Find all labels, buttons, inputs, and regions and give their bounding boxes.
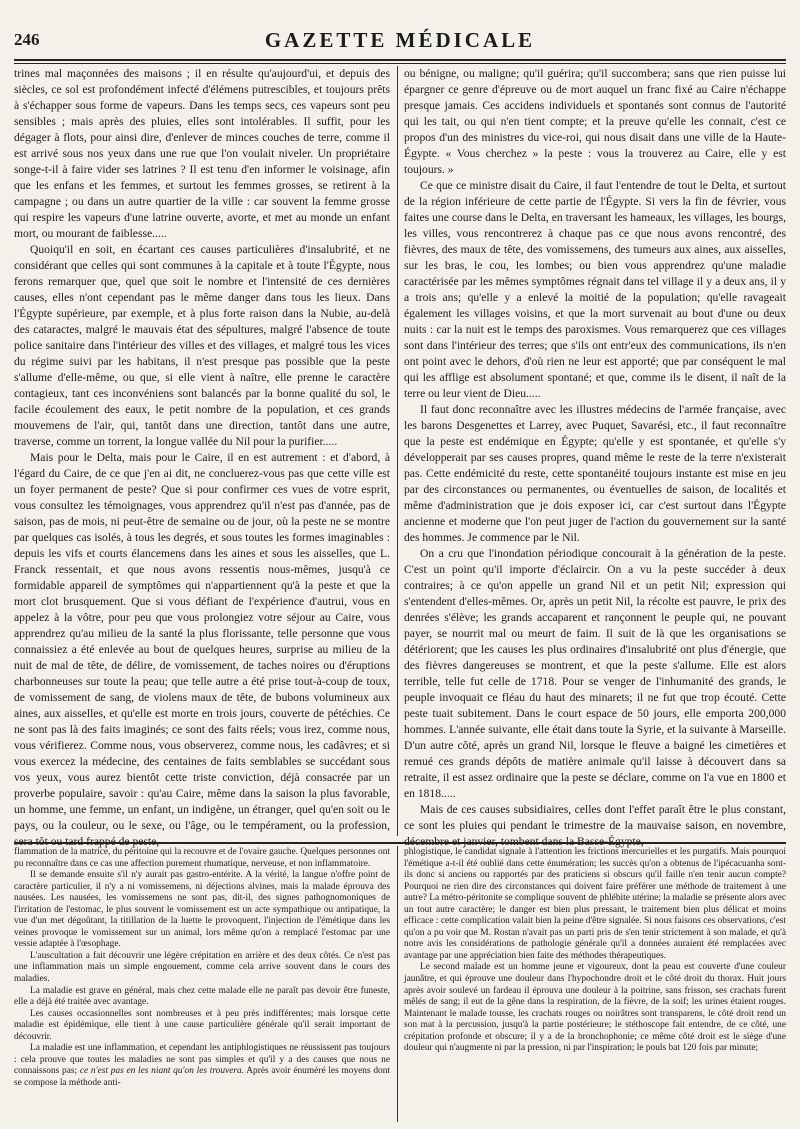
paragraph: Les causes occasionnelles sont nombreuses et à peu près indifférentes; mais lorsque cette maladie est épidémique, elle tient à une cause particulière générale qu'il serait important de découvrir. <box>14 1008 390 1042</box>
paragraph: Le second malade est un homme jeune et vigoureux, dont la peau est couverte d'une couleur jaunâtre, et qui éprouve une douleur dans l'hypochondre droit et le côté droit du thorax. Huit jours après avoir soulevé un fardeau il éprouva une douleur à la poitrine, sans frisson, ses crachats furent mêlés de sang; il eut de la gêne dans la respiration, de la fièvre, de la soif; les urines étaient rouges. Maintenant le malade tousse, les crachats rouges ou noirâtres sont transparens, le côté droit rend un son mat à la percussion, jusqu'à la partie postérieure; le stéthoscope fait entendre, de ce côté, une crépitation profonde et obscure; il y a de la bronchophonie; ce même côté droit est le siège d'une douleur qui n'augmente ni par la pression, ni par l'inspiration; le pouls bat 120 fois par minute; <box>404 962 786 1054</box>
paragraph-text: La maladie est une inflammation, et cependant les antiphlogistiques ne réussissent pas toujours : cela prouve que toutes les maladies ne sont pas simples et qu'il y a des causes que nous ne connaissons pas; <box>14 1043 390 1077</box>
header-rule-thin <box>14 63 786 64</box>
paragraph: flammation de la matrice, du péritoine qui la recouvre et de l'ovaire gauche. Quelques personnes ont pu reconnaître dans ce cas une affection purement rhumatique, nerveuse, et non inflammatoire. <box>14 847 390 869</box>
paragraph: Quoiqu'il en soit, en écartant ces causes particulières d'insalubrité, et ne considérant que celles qui sont communes à la capitale et à toute l'Égypte, nous ferons remarquer que, quel que soit le nombre et l'intensité de ces dernières causes, elles n'ont cependant pas le même danger dans tous les lieux. Dans l'Égypte supérieure, par exemple, et à plus forte raison dans la Nubie, au-delà des cataractes, malgré le mauvais état des sépultures, malgré l'absence de toute police sanitaire dans l'intérieur des villes et des villages, et malgré tous les vices du régime suivi par les habitans, il n'est presque pas possible que la peste s'allume d'elle-même, ou que, si elle vient à naître, elle prenne le caractère contagieux, tant ces inconvéniens sont balancés par la bonne qualité du sol, le facile écoulement des eaux, le petit nombre de la population, et ces grands mouvemens de l'air, qui, tantôt dans une direction, tantôt dans une autre, traverse, comme un torrent, la longue vallée du Nil pour la purifier..... <box>14 243 390 448</box>
running-title: GAZETTE MÉDICALE <box>264 28 536 52</box>
feuilleton-rule <box>14 842 786 844</box>
feuilleton-column-right <box>404 847 786 1123</box>
italic-phrase: ce n'est pas en les niant qu'on les trouvera. <box>79 1066 245 1077</box>
paragraph: La maladie est grave en général, mais chez cette malade elle ne paraît pas devoir être funeste, elle a déjà été traitée avec avantage. <box>14 985 390 1008</box>
paragraph-tail: Après avoir énuméré les moyens dont se compose la méthode anti- <box>14 1066 391 1088</box>
paragraph: Mais de ces causes subsidiaires, celles dont l'effet paraît être le plus constant, ce sont les pluies qui pendant le trimestre de la mauvaise saison, en novembre, décembre et janvier, tombent dans la Basse-Égypte, <box>404 803 786 848</box>
header-rule <box>14 59 786 61</box>
column-divider <box>397 846 398 1122</box>
page-header <box>14 26 786 56</box>
paragraph: L'auscultation a fait découvrir une légère crépitation en arrière et des deux côtés. Ce n'est pas une inflammation mais un simple engouement, comme cela arrive souvent dans le cours des maladies. <box>14 950 390 985</box>
article-column-right <box>404 66 786 848</box>
paragraph: trines mal maçonnées des maisons ; il en résulte qu'aujourd'ui, et depuis des siècles, ce sol est profondément infecté d'élémens putrescibles, et toujours prêts à s'échapper sous forme de vapeurs. Dans les temps secs, ces vapeurs sont peu sensibles ; mais après des pluies, elles sont intolérables. Il suffit, pour les dégager à flots, pour ainsi dire, d'enlever de minces couches de terre, comme il est arrivé sous nos yeux dans une rue que l'on voulait niveler. Un propriétaire songe-t-il à faire vider ses latrines ? Il est tenu d'en informer le voisinage, afin que les enfans et les femmes, et surtout les femmes grosses, se retirent à la campagne ; ou dans un autre quartier de la ville : car souvent la femme grosse qui respire les vapeurs d'une latrine ouverte, avorte, et met au monde un enfant mort, ou mourant de faiblesse..... <box>14 67 390 240</box>
paragraph: phlogistique, le candidat signale à l'attention les frictions mercurielles et les purgatifs. Mais pourquoi l'émétique a-t-il été oublié dans cette énumération; les succès qu'on a obtenus de l'ipécacuanha sont-ils donc si anciens ou rapportés par des praticiens si obscurs qu'il faille n'en tenir aucun compte? Pourquoi ne rien dire des circonstances qui doivent faire préférer une méthode de traitement à une autre? La métro-péritonite se complique souvent de phlébite utérine; la maladie se présente alors avec un tout autre caractère; le danger est bien plus pressant, le traitement bien plus délicat et moins efficace : cette complication valait bien la peine d'être signalée. Si nous faisons ces observations, c'est qu'on a pu voir que M. Rostan n'avait pas un parti pris de s'en tenir strictement à son malade, et qu'à notre avis les considérations de pathologie générale qu'il a données auraient été remplacées avec avantage par une appréciation bien faite des méthodes thérapeutiques. <box>404 847 786 961</box>
page-number: 246 <box>14 30 40 49</box>
paragraph: ou bénigne, ou maligne; qu'il guérira; qu'il succombera; sans que rien puisse lui épargner ce genre d'épreuve ou de mort auquel un franc fixé au Caire n'échappe presque jamais. Ces accidens individuels et spontanés sont connus de l'autorité qui les tait, ou qui n'en tient compte; et la preuve qu'elle les connait, c'est ce propos d'un des ministres du vice-roi, qui nous disait dans une ville de la Haute-Égypte. « Vous cherchez » la peste : vous la trouverez au Caire, elle y est toujours. » <box>404 67 786 176</box>
paragraph-with-italic <box>14 1043 390 1089</box>
paragraph: Il se demande ensuite s'il n'y aurait pas gastro-entérite. A la vérité, la langue n'offre point de caractère particulier, il n'y a ni vomissemens, ni déjections alvines, mais la malade éprouva des nausées. Les nausées, les vomissemens ne sont pas, dit-il, des signes pathognomoniques de l'irritation de l'estomac, le plus souvent le vomissement est un acte sympathique ou antipatique, la vue d'un met dégoûtant, la titillation de la luette le provoquent, l'injection de l'émétique dans les veines provoque le vomissement sur un animal, lors même qu'on a remplacé l'estomac par une vessie adaptée à l'œsophage. <box>14 870 390 950</box>
paragraph: Ce que ce ministre disait du Caire, il faut l'entendre de tout le Delta, et surtout de la région inférieure de cette partie de l'Égypte. Si vers la fin de février, vous faites une course dans le Delta, en traversant les hameaux, les villages, les bourgs, les villes, vous rencontrerez à chaque pas ce que nous avons rencontré, des fièvres, des maux de tête, des vomissemens, des tumeurs aux aines, aux aisselles, sur les bras, le cou, les lombes; ou bien vous apprendrez qu'une maladie caractérisée par les mêmes symptômes régnait dans tel village il y a deux ans, il y a trois ans; qu'elle y a enlevé la moitié de la population; qu'elle ravageait également les villages voisins, et que la mort survenait au bout d'une ou deux nuits : car la nuit est le temps des paroxismes. Vous remarquerez que ces villages sont dans l'intérieur des terres; que s'ils ont entr'eux des communications, ils n'en ont point avec le dehors, d'où rien ne leur est apporté; que par conséquent le mal qui les afflige est absolument spontané; et que, comme ils le disent, il naît de la terre ou leur vient de Dieu..... <box>404 179 786 400</box>
paragraph: Il faut donc reconnaître avec les illustres médecins de l'armée française, avec les barons Desgenettes et Larrey, avec Puquet, Savarési, etc., il faut reconnaître que la peste est endémique en Égypte; qu'elle y est spontanée, et qu'elle s'y développerait par ses causes propres, quand même le reste de la terre n'existerait pas. Cette endémicité du reste, cette spontanéité toujours instante est mise en jeu par des circonstances ou permanentes, ou éventuelles de saison, de localités et même d'administration que je dois exposer ici, car c'est surtout dans l'Égypte ancienne et moderne que l'on peut juger de l'action du gouvernement sur la santé des hommes. Je commence par le Nil. <box>404 403 786 544</box>
feuilleton-column-left <box>14 847 390 1123</box>
column-divider <box>397 66 398 836</box>
paragraph: Mais pour le Delta, mais pour le Caire, il en est autrement : et d'abord, à l'égard du Caire, de ce que j'en ai dit, ne concluerez-vous pas que cette ville est un foyer permanent de peste? Que si pour confirmer ces vues de votre esprit, vous consultez les témoignages, vous apprendrez qu'il n'est pas d'année, pas de saison, pas de mois, ni peut-être de semaine ou de jour, où la peste ne se montre par quelques cas isolés, à tous les degrés, et sous toutes les formes imaginables : depuis les vifs et courts élancemens dans les aines et sous les aisselles, que L. Franck ressentait, et que nous avons ressentis nous-mêmes, jusqu'à ce formidable appareil de symptômes qui n'appartiennent qu'à la peste et que la mort clot brusquement. Que si vous défiant de l'expérience d'autrui, vous en appelez à la vôtre, pour peu que vous prolongiez votre séjour au Caire, vous apprendrez qu'au milieu de la santé la plus florissante, telle personne que vous connaissiez a été enlevée au bout de quelques heures, surprise au milieu de la nuit de mal de tête, de délire, de vomissement, de taches noires ou d'éruptions charbonneuses sur toute la peau; que telle autre a été prise tout-à-coup de toux, de vomissement de sang, de violens maux de tête, de bubons volumineux aux aines, aux aisselles, et qu'elle est morte en trois jours, couverte de pétéchies. Ce ne sont pas là des faits imaginés; ce sont des faits réels; vous irez, comme nous, vous vérifierez. Comme nous, vous observerez, comme nous, les cadâvres; et si vous exercez la médecine, des centaines de faits semblables se succédant sous vos yeux, vous aurez bientôt cette triste conviction, déjà consacrée par un proverbe populaire, savoir : qu'au Caire, même dans la saison la plus favorable, un homme, une femme, un enfant, un indigène, un étranger, quel qu'en soit ou le pays, ou la couleur, ou le sexe, ou l'âge, ou le tempérament, ou la profession, sera tôt ou tard frappé de peste, <box>14 451 390 848</box>
paragraph: On a cru que l'inondation périodique concourait à la génération de la peste. C'est un point qu'il importe d'éclaircir. On a vu la peste succéder à deux contraires; à ce qu'on appelle un grand Nil et un petit Nil; expression qui s'entendent d'elles-mêmes. Or, après un petit Nil, la récolte est pauvre, le prix des denrées s'élève; les grands accaparent et rançonnent le peuple qui, ne pouvant payer, se nourrit mal ou meurt de faim. Il suit de là que les organisations se détériorent; que les causes les plus ordinaires d'insalubrité ont plus d'énergie, que des fièvres dangereuses se montrent, et que la peste s'allume. Elle est alors terrible, telle fut celle de 1718. Pour se venger de l'inhumanité des grands, le peuple invoquait ce fléau du haut des minarets; il ne fut que trop écouté. Cette peste tuait subitement. Dans le court espace de 50 jours, elle emporta 200,000 hommes. L'année suivante, elle était dans toute la Syrie, et la suivante à Marseille. D'un autre côté, après un grand Nil, lorsque le fleuve a baigné les cimetières et remué ces grands dépôts de matière animale qu'il laisse à découvert dans sa retraite, il est assez ordinaire que la peste se déclare, comme on l'a vue en 1800 et en 1818..... <box>404 547 786 800</box>
article-column-left <box>14 66 390 848</box>
